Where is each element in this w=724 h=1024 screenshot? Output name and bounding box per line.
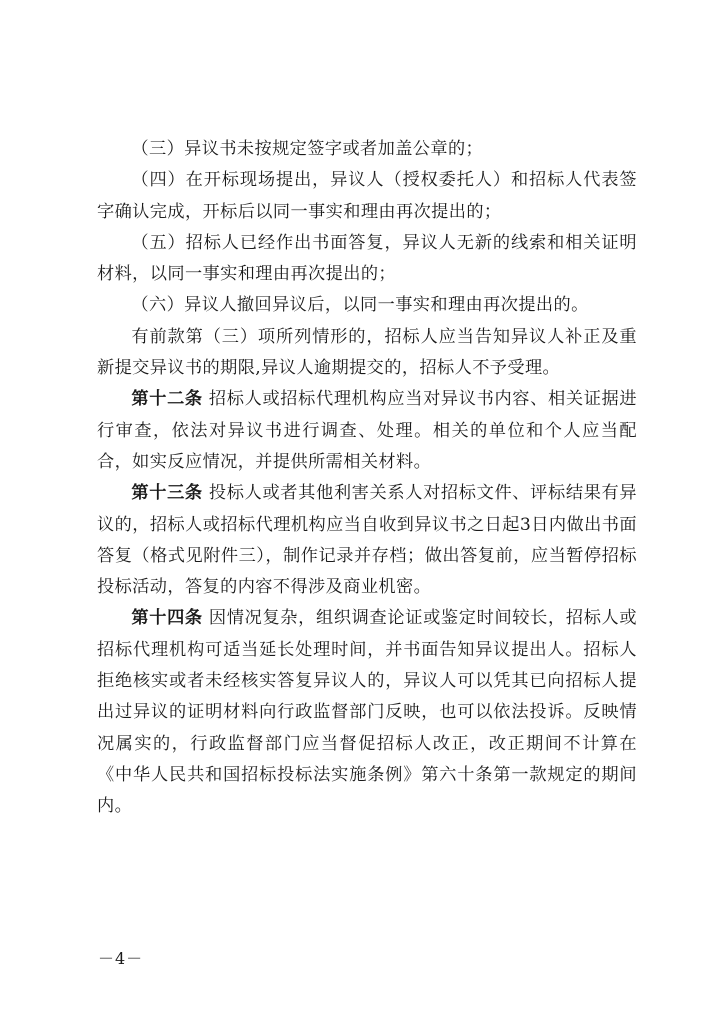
article-13-number: 第十三条 <box>131 483 203 504</box>
correction-note: 有前款第（三）项所列情形的，招标人应当告知异议人补正及重新提交异议书的期限,异议人逾期提交的，招标人不予受理。 <box>97 326 637 379</box>
clause-3: （三）异议书未按规定签字或者加盖公章的； <box>131 139 484 159</box>
article-12-number: 第十二条 <box>131 389 203 410</box>
clause-6: （六）异议人撤回异议后，以同一事实和理由再次提出的。 <box>131 295 589 316</box>
article-14-text: 因情况复杂，组织调查论证或鉴定时间较长，招标人或招标代理机构可适当延长处理时间，并书面告知异议提出人。招标人拒绝核实或者未经核实答复异议人的，异议人可以凭其已向招标人提出过异议的证明材料向行政监督部门反映，也可以依法投诉。反映情况属实的，行政监督部门应当督促招标人改正，改正期间不计算在《中华人民共和国招标投标法实施条例》第六十条第一款规定的期间内。 <box>97 608 637 817</box>
article-12-text: 招标人或招标代理机构应当对异议书内容、相关证据进行审查，依法对异议书进行调查、处理。相关的单位和个人应当配合，如实反应情况，并提供所需相关材料。 <box>97 389 637 472</box>
article-13-text: 投标人或者其他利害关系人对招标文件、评标结果有异议的，招标人或招标代理机构应当自收到异议书之日起3日内做出书面答复（格式见附件三），制作记录并存档；做出答复前，应当暂停招标投标活动，答复的内容不得涉及商业机密。 <box>97 483 637 598</box>
article-14 <box>97 603 637 822</box>
body-text <box>97 134 637 823</box>
article-14-number: 第十四条 <box>131 608 203 629</box>
article-13 <box>97 478 637 603</box>
article-12 <box>97 384 637 478</box>
clause-4: （四）在开标现场提出，异议人（授权委托人）和招标人代表签字确认完成，开标后以同一事实和理由再次提出的； <box>97 170 637 222</box>
clause-5: （五）招标人已经作出书面答复，异议人无新的线索和相关证明材料，以同一事实和理由再次提出的； <box>97 232 637 285</box>
page-number: －4－ <box>98 949 144 968</box>
